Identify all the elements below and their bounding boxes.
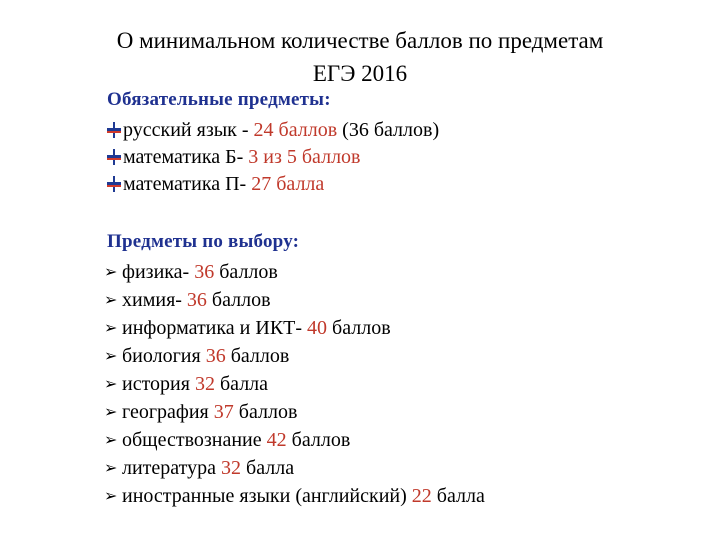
- score-unit: балла: [214, 373, 269, 395]
- arrow-bullet-icon: ➢: [104, 458, 118, 477]
- list-item: [104, 314, 485, 342]
- title-line-1: О минимальном количестве баллов по предметам: [116, 28, 604, 53]
- list-item: [104, 342, 485, 370]
- score-unit: баллов: [286, 429, 351, 451]
- minimum-score: 36: [205, 345, 226, 367]
- minimum-score: 32: [221, 457, 242, 479]
- bar-bullet-icon: [106, 176, 122, 192]
- score-unit: балла: [431, 485, 485, 507]
- arrow-bullet-icon: ➢: [104, 430, 118, 449]
- slide-title: [60, 24, 660, 90]
- list-item: [104, 482, 485, 510]
- list-item: [104, 258, 485, 286]
- minimum-score: 40: [307, 317, 328, 339]
- list-item: [104, 171, 439, 198]
- arrow-bullet-icon: ➢: [104, 346, 118, 365]
- bar-bullet-icon: [106, 149, 122, 165]
- subject-name: обществознание: [122, 429, 267, 451]
- minimum-score: 36: [194, 261, 215, 283]
- minimum-score: 3 из 5 баллов: [248, 146, 361, 168]
- subject-name: история: [122, 373, 195, 395]
- minimum-score: 22: [411, 485, 432, 507]
- bar-bullet-icon: [106, 122, 122, 138]
- subject-name: химия-: [122, 289, 187, 311]
- list-item: [104, 398, 485, 426]
- required-subjects-list: [104, 117, 439, 198]
- elective-subjects-heading: Предметы по выбору:: [107, 231, 300, 252]
- minimum-score: 32: [194, 373, 215, 395]
- minimum-score: 27 балла: [251, 173, 325, 195]
- score-unit: баллов: [327, 317, 391, 339]
- list-item: [104, 370, 485, 398]
- minimum-score: 37: [213, 401, 234, 423]
- arrow-bullet-icon: ➢: [104, 374, 118, 393]
- arrow-bullet-icon: ➢: [104, 290, 118, 309]
- subject-name: математика Б-: [123, 146, 249, 168]
- subject-name: иностранные языки (английский): [122, 485, 412, 507]
- score-unit: баллов: [206, 289, 271, 311]
- subject-name: математика П-: [123, 173, 252, 195]
- minimum-score: 42: [266, 429, 287, 451]
- subject-name: биология: [122, 345, 206, 367]
- subject-extra: (36 баллов): [337, 119, 440, 141]
- list-item: [104, 144, 439, 171]
- arrow-bullet-icon: ➢: [104, 486, 118, 505]
- minimum-score: 36: [186, 289, 207, 311]
- score-unit: баллов: [225, 345, 290, 367]
- score-unit: балла: [241, 457, 295, 479]
- arrow-bullet-icon: ➢: [104, 318, 118, 337]
- score-unit: баллов: [233, 401, 298, 423]
- subject-name: география: [122, 401, 214, 423]
- subject-name: литература: [122, 457, 222, 479]
- title-line-2: ЕГЭ 2016: [312, 61, 408, 86]
- arrow-bullet-icon: ➢: [104, 402, 118, 421]
- list-item: [104, 426, 485, 454]
- list-item: [104, 286, 485, 314]
- subject-name: физика-: [122, 261, 195, 283]
- list-item: [104, 117, 439, 144]
- list-item: [104, 454, 485, 482]
- score-unit: баллов: [214, 261, 278, 283]
- minimum-score: 24 баллов: [253, 119, 338, 141]
- subject-name: информатика и ИКТ-: [122, 317, 308, 339]
- required-subjects-heading: Обязательные предметы:: [107, 89, 331, 110]
- arrow-bullet-icon: ➢: [104, 262, 118, 281]
- elective-subjects-list: [104, 258, 485, 510]
- subject-name: русский язык -: [123, 119, 254, 141]
